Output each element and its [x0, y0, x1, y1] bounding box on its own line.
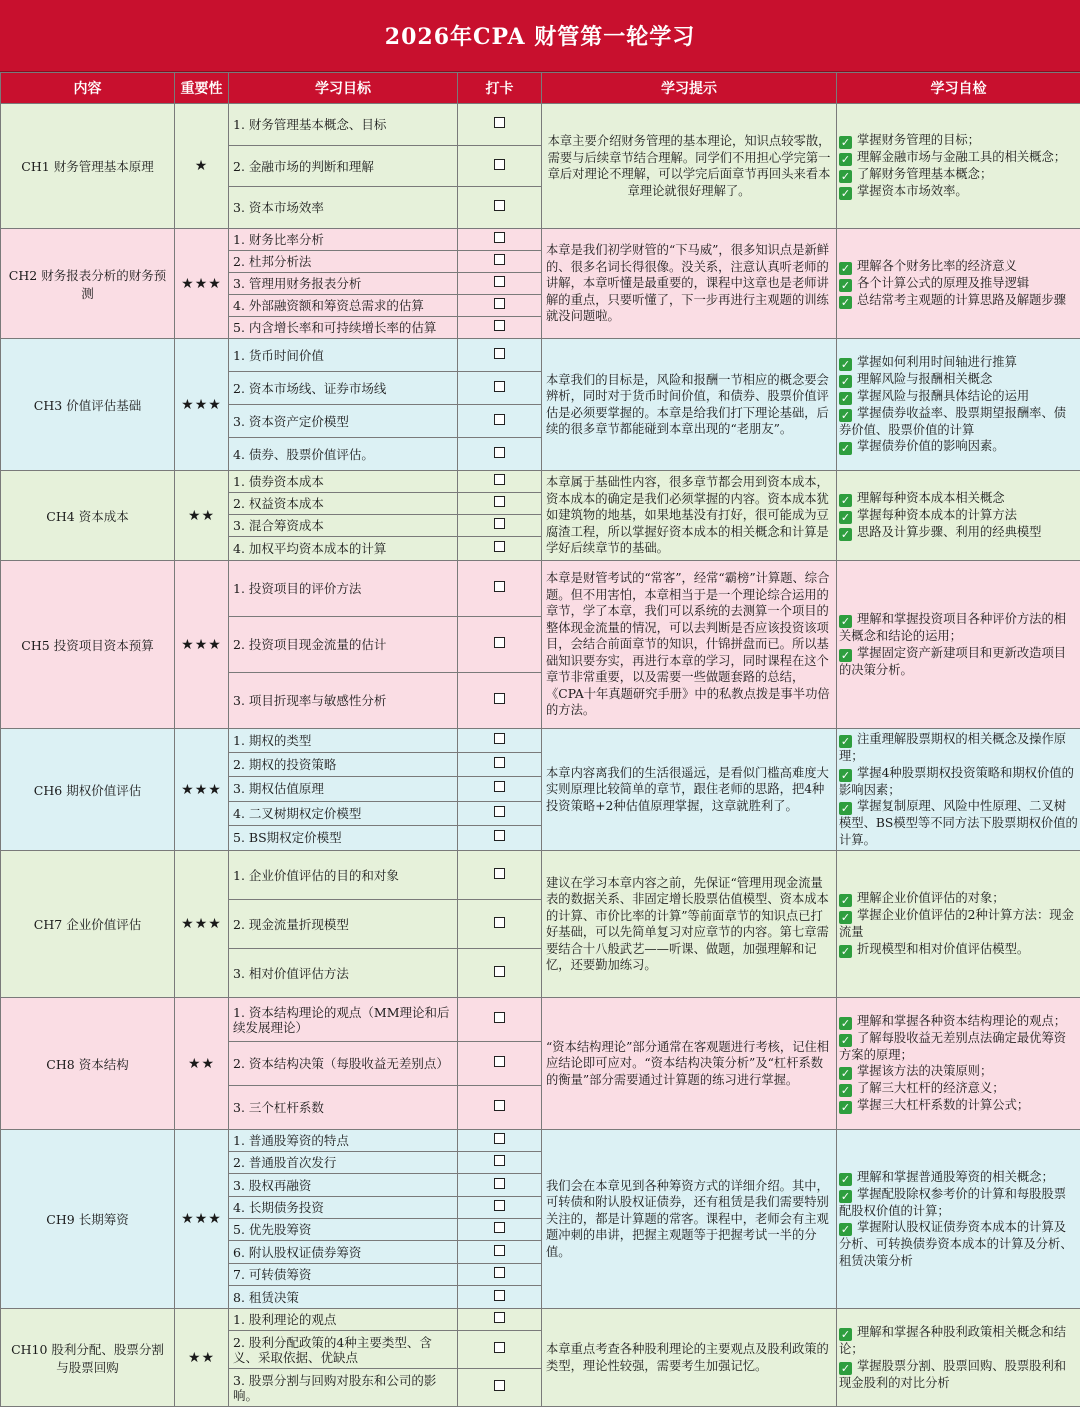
- checked-box-icon: ✓: [839, 1173, 852, 1186]
- learning-tip: 本章内容离我们的生活很遥远，是看似门槛高难度大实则原理比较简单的章节，跟住老师的思路，把4种投资策略+2种估值原理掌握，这章就胜利了。: [542, 729, 837, 851]
- self-check-text: 掌握企业价值评估的2种计算方法：现金流量: [839, 908, 1074, 939]
- self-check-item: [839, 941, 1078, 958]
- learning-goal: 4. 二叉树期权定价模型: [229, 801, 458, 825]
- chapter-name: CH10 股利分配、股票分割与股票回购: [1, 1309, 175, 1407]
- checkin-checkbox[interactable]: [494, 1155, 505, 1166]
- checkin-cell: [458, 1241, 542, 1264]
- learning-goal: 1. 债券资本成本: [229, 471, 458, 493]
- checkin-cell: [458, 339, 542, 372]
- learning-tip: “资本结构理论”部分通常在客观题进行考核，记住相应结论即可应对。“资本结构决策分析”及“杠杆系数的衡量”部分需要通过计算题的练习进行掌握。: [542, 998, 837, 1130]
- learning-goal: 1. 股利理论的观点: [229, 1309, 458, 1331]
- self-check-text: 掌握复制原理、风险中性原理、二叉树模型、BS模型等不同方法下股票期权价值的计算。: [839, 799, 1078, 847]
- learning-tip: 本章重点考查各种股利理论的主要观点及股利政策的类型，理论性较强，需要考生加强记忆。: [542, 1309, 837, 1407]
- checkin-checkbox[interactable]: [494, 447, 505, 458]
- checkin-checkbox[interactable]: [494, 1200, 505, 1211]
- learning-goal: 5. 优先股筹资: [229, 1219, 458, 1241]
- checkin-cell: [458, 273, 542, 295]
- chapter-name: CH4 资本成本: [1, 471, 175, 561]
- header-self-check: 学习自检: [837, 73, 1080, 104]
- importance-stars: ★★★: [175, 561, 229, 729]
- learning-goal: 3. 三个杠杆系数: [229, 1086, 458, 1130]
- checkin-checkbox[interactable]: [494, 496, 505, 507]
- checkin-checkbox[interactable]: [494, 200, 505, 211]
- learning-goal: 3. 股权再融资: [229, 1174, 458, 1197]
- self-check-text: 理解和掌握各种资本结构理论的观点；: [857, 1014, 1066, 1028]
- learning-goal: 1. 财务比率分析: [229, 229, 458, 251]
- learning-goal: 4. 债券、股票价值评估。: [229, 438, 458, 471]
- learning-goal: 5. 内含增长率和可持续增长率的估算: [229, 317, 458, 339]
- learning-goal: 3. 项目折现率与敏感性分析: [229, 673, 458, 729]
- checkin-checkbox[interactable]: [494, 1222, 505, 1233]
- checkin-cell: [458, 493, 542, 515]
- checkin-checkbox[interactable]: [494, 733, 505, 744]
- self-check-item: [839, 132, 1078, 149]
- checkin-checkbox[interactable]: [494, 806, 505, 817]
- learning-goal: 2. 资本结构决策（每股收益无差别点）: [229, 1042, 458, 1086]
- table-row: [1, 998, 1080, 1042]
- self-check-text: 思路及计算步骤、利用的经典模型: [857, 525, 1041, 539]
- checkin-checkbox[interactable]: [494, 1178, 505, 1189]
- header-importance: 重要性: [175, 73, 229, 104]
- self-check: [837, 998, 1080, 1130]
- checked-box-icon: ✓: [839, 735, 852, 748]
- learning-goal: 4. 加权平均资本成本的计算: [229, 537, 458, 561]
- self-check-item: [839, 149, 1078, 166]
- self-check-item: [839, 524, 1078, 541]
- checked-box-icon: ✓: [839, 136, 852, 149]
- checkin-cell: [458, 1286, 542, 1309]
- header-content: 内容: [1, 73, 175, 104]
- learning-tip: 本章是财管考试的“常客”，经常“霸榜”计算题、综合题。但不用害怕，本章相当于是一个理论综合运用的章节，学了本章，我们可以系统的去测算一个项目的整体现金流量的情况，可以去判断是否应该投资该项目，会结合前面章节的知识，什锦拼盘而已。所以基础知识要夯实，再进行本章的学习，同时课程在这个章节非常重要，以及需要一些做题套路的总结，《CPA十年真题研究手册》中的私教点拨是事半功倍的方法。: [542, 561, 837, 729]
- table-row: [1, 471, 1080, 493]
- self-check-item: [839, 645, 1078, 679]
- learning-goal: 1. 企业价值评估的目的和对象: [229, 851, 458, 900]
- self-check: [837, 851, 1080, 998]
- checkin-cell: [458, 825, 542, 850]
- self-check-item: [839, 1358, 1078, 1392]
- self-check: [837, 339, 1080, 471]
- learning-goal: 2. 投资项目现金流量的估计: [229, 617, 458, 673]
- checked-box-icon: ✓: [839, 649, 852, 662]
- checkin-checkbox[interactable]: [494, 541, 505, 552]
- checkin-cell: [458, 471, 542, 493]
- learning-goal: 7. 可转债筹资: [229, 1264, 458, 1286]
- self-check-text: 掌握如何利用时间轴进行推算: [857, 355, 1017, 369]
- importance-stars: ★★: [175, 1309, 229, 1407]
- checked-box-icon: ✓: [839, 187, 852, 200]
- checked-box-icon: ✓: [839, 1328, 852, 1341]
- self-check-text: 理解金融市场与金融工具的相关概念；: [857, 150, 1066, 164]
- checkin-checkbox[interactable]: [494, 637, 505, 648]
- checkin-checkbox[interactable]: [494, 757, 505, 768]
- self-check-item: [839, 731, 1078, 765]
- self-check-text: 掌握固定资产新建项目和更新改造项目的决策分析。: [839, 646, 1066, 677]
- self-check-item: [839, 1219, 1078, 1269]
- checkin-cell: [458, 1331, 542, 1369]
- self-check-text: 掌握该方法的决策原则；: [857, 1064, 992, 1078]
- self-check-text: 各个计算公式的原理及推导逻辑: [857, 276, 1029, 290]
- self-check: [837, 1309, 1080, 1407]
- self-check-item: [839, 183, 1078, 200]
- chapter-name: CH1 财务管理基本原理: [1, 104, 175, 229]
- checkin-cell: [458, 537, 542, 561]
- self-check-item: [839, 292, 1078, 309]
- self-check-text: 掌握财务管理的目标；: [857, 133, 980, 147]
- checkin-checkbox[interactable]: [494, 966, 505, 977]
- checkin-cell: [458, 1086, 542, 1130]
- learning-goal: 1. 期权的类型: [229, 729, 458, 753]
- self-check-item: [839, 405, 1078, 439]
- checkin-cell: [458, 1130, 542, 1152]
- learning-goal: 6. 附认股权证债券筹资: [229, 1241, 458, 1264]
- learning-goal: 1. 财务管理基本概念、目标: [229, 104, 458, 146]
- checkin-checkbox[interactable]: [494, 254, 505, 265]
- checkin-cell: [458, 146, 542, 187]
- header-checkin: 打卡: [458, 73, 542, 104]
- table-row: [1, 104, 1080, 146]
- checked-box-icon: ✓: [839, 153, 852, 166]
- checkin-cell: [458, 998, 542, 1042]
- self-check-text: 掌握风险与报酬具体结论的运用: [857, 389, 1029, 403]
- table-header-row: [1, 73, 1080, 104]
- learning-tip: 本章是我们初学财管的“下马威”，很多知识点是新鲜的、很多名词长得很像。没关系，注意认真听老师的讲解，本章听懂是最重要的，课程中这章也是老师讲解的重点，只要听懂了，下一步再进行主观题的训练就没问题啦。: [542, 229, 837, 339]
- checkin-cell: [458, 561, 542, 617]
- self-check-text: 掌握配股除权参考价的计算和每股股票配股权价值的计算；: [839, 1187, 1066, 1218]
- importance-stars: ★★: [175, 998, 229, 1130]
- chapter-name: CH9 长期筹资: [1, 1130, 175, 1309]
- checkin-cell: [458, 776, 542, 801]
- self-check-item: [839, 890, 1078, 907]
- learning-goal: 2. 权益资本成本: [229, 493, 458, 515]
- study-plan-table: [0, 72, 1080, 1407]
- table-row: [1, 729, 1080, 753]
- table-row: [1, 561, 1080, 617]
- checked-box-icon: ✓: [839, 262, 852, 275]
- checkin-cell: [458, 1197, 542, 1219]
- learning-goal: 2. 资本市场线、证券市场线: [229, 372, 458, 405]
- self-check-item: [839, 765, 1078, 799]
- checked-box-icon: ✓: [839, 802, 852, 815]
- checkin-checkbox[interactable]: [494, 117, 505, 128]
- checked-box-icon: ✓: [839, 494, 852, 507]
- checkin-checkbox[interactable]: [494, 1312, 505, 1323]
- self-check-text: 掌握4种股票期权投资策略和期权价值的影响因素；: [839, 766, 1074, 797]
- checkin-checkbox[interactable]: [494, 1290, 505, 1301]
- header-goals: 学习目标: [229, 73, 458, 104]
- learning-tip: 建议在学习本章内容之前，先保证“管理用现金流量表的数据关系、非固定增长股票估值模型、资本成本的计算、市价比率的计算”等前面章节的知识点已打好基础，可以先简单复习对应章节的内容。第七章需要结合十八般武艺——听课、做题，加强理解和记忆，还要勤加练习。: [542, 851, 837, 998]
- self-check-text: 掌握附认股权证债券资本成本的计算及分析、可转换债券资本成本的计算及分析、租赁决策分析: [839, 1220, 1073, 1268]
- importance-stars: ★★★: [175, 851, 229, 998]
- self-check-text: 了解财务管理基本概念；: [857, 167, 992, 181]
- importance-stars: ★★: [175, 471, 229, 561]
- learning-goal: 4. 外部融资额和筹资总需求的估算: [229, 295, 458, 317]
- checkin-cell: [458, 1369, 542, 1407]
- learning-tip: 本章我们的目标是，风险和报酬一节相应的概念要会辨析，同时对于货币时间价值，和债券、股票价值评估是必须要掌握的。本章是给我们打下理论基础，后续的很多章节都能碰到本章出现的“老朋友”。: [542, 339, 837, 471]
- checkin-cell: [458, 900, 542, 949]
- checked-box-icon: ✓: [839, 1084, 852, 1097]
- checked-box-icon: ✓: [839, 769, 852, 782]
- table-row: [1, 339, 1080, 372]
- checked-box-icon: ✓: [839, 296, 852, 309]
- learning-goal: 3. 管理用财务报表分析: [229, 273, 458, 295]
- table-row: [1, 1309, 1080, 1331]
- self-check-item: [839, 490, 1078, 507]
- checkin-checkbox[interactable]: [494, 276, 505, 287]
- self-check-text: 掌握股票分割、股票回购、股票股利和现金股利的对比分析: [839, 1359, 1066, 1390]
- self-check-text: 总结常考主观题的计算思路及解题步骤: [857, 293, 1066, 307]
- learning-goal: 2. 普通股首次发行: [229, 1152, 458, 1174]
- checkin-cell: [458, 515, 542, 537]
- chapter-name: CH3 价值评估基础: [1, 339, 175, 471]
- checkin-checkbox[interactable]: [494, 1012, 505, 1023]
- checked-box-icon: ✓: [839, 1067, 852, 1080]
- checked-box-icon: ✓: [839, 279, 852, 292]
- checkin-cell: [458, 1042, 542, 1086]
- checked-box-icon: ✓: [839, 511, 852, 524]
- checkin-cell: [458, 372, 542, 405]
- learning-goal: 2. 杜邦分析法: [229, 251, 458, 273]
- checkin-checkbox[interactable]: [494, 232, 505, 243]
- checkin-checkbox[interactable]: [494, 298, 505, 309]
- checked-box-icon: ✓: [839, 1101, 852, 1114]
- importance-stars: ★: [175, 104, 229, 229]
- self-check-item: [839, 1030, 1078, 1064]
- checkin-checkbox[interactable]: [494, 474, 505, 485]
- chapter-name: CH7 企业价值评估: [1, 851, 175, 998]
- checked-box-icon: ✓: [839, 1017, 852, 1030]
- checkin-cell: [458, 405, 542, 438]
- checkin-cell: [458, 752, 542, 776]
- checkin-checkbox[interactable]: [494, 1267, 505, 1278]
- checkin-cell: [458, 1309, 542, 1331]
- learning-goal: 5. BS期权定价模型: [229, 825, 458, 850]
- checkin-checkbox[interactable]: [494, 320, 505, 331]
- self-check-text: 理解和掌握各种股利政策相关概念和结论；: [839, 1325, 1066, 1356]
- checked-box-icon: ✓: [839, 911, 852, 924]
- self-check-text: 掌握三大杠杆系数的计算公式；: [857, 1098, 1029, 1112]
- learning-goal: 2. 现金流量折现模型: [229, 900, 458, 949]
- learning-goal: 8. 租赁决策: [229, 1286, 458, 1309]
- table-row: [1, 229, 1080, 251]
- self-check-text: 理解各个财务比率的经济意义: [857, 259, 1017, 273]
- self-check: [837, 729, 1080, 851]
- checkin-cell: [458, 187, 542, 229]
- learning-goal: 3. 相对价值评估方法: [229, 949, 458, 998]
- learning-goal: 4. 长期债务投资: [229, 1197, 458, 1219]
- checkin-checkbox[interactable]: [494, 1133, 505, 1144]
- self-check-item: [839, 354, 1078, 371]
- checkin-checkbox[interactable]: [494, 1342, 505, 1353]
- learning-goal: 3. 期权估值原理: [229, 776, 458, 801]
- chapter-name: CH6 期权价值评估: [1, 729, 175, 851]
- self-check-item: [839, 275, 1078, 292]
- learning-goal: 1. 资本结构理论的观点（MM理论和后续发展理论）: [229, 998, 458, 1042]
- self-check: [837, 1130, 1080, 1309]
- checked-box-icon: ✓: [839, 1190, 852, 1203]
- checkin-checkbox[interactable]: [494, 1245, 505, 1256]
- checked-box-icon: ✓: [839, 442, 852, 455]
- self-check-item: [839, 438, 1078, 455]
- importance-stars: ★★★: [175, 339, 229, 471]
- self-check-item: [839, 371, 1078, 388]
- checkin-checkbox[interactable]: [494, 1100, 505, 1111]
- self-check-text: 理解企业价值评估的对象；: [857, 891, 1005, 905]
- checkin-cell: [458, 104, 542, 146]
- self-check-item: [839, 166, 1078, 183]
- checkin-cell: [458, 438, 542, 471]
- checkin-cell: [458, 729, 542, 753]
- checked-box-icon: ✓: [839, 170, 852, 183]
- checkin-cell: [458, 229, 542, 251]
- checkin-cell: [458, 317, 542, 339]
- chapter-name: CH5 投资项目资本预算: [1, 561, 175, 729]
- checkin-cell: [458, 949, 542, 998]
- header-tips: 学习提示: [542, 73, 837, 104]
- self-check-text: 理解每种资本成本相关概念: [857, 491, 1005, 505]
- self-check-item: [839, 388, 1078, 405]
- learning-goal: 3. 资本资产定价模型: [229, 405, 458, 438]
- checkin-checkbox[interactable]: [494, 781, 505, 792]
- self-check: [837, 561, 1080, 729]
- learning-tip: 本章主要介绍财务管理的基本理论，知识点较零散，需要与后续章节结合理解。同学们不用担心学完第一章后对理论不理解，可以学完后面章节再回头来看本章理论就很好理解了。: [542, 104, 837, 229]
- checkin-checkbox[interactable]: [494, 518, 505, 529]
- learning-goal: 1. 投资项目的评价方法: [229, 561, 458, 617]
- checkin-cell: [458, 1264, 542, 1286]
- learning-goal: 2. 金融市场的判断和理解: [229, 146, 458, 187]
- self-check-item: [839, 258, 1078, 275]
- learning-goal: 1. 货币时间价值: [229, 339, 458, 372]
- checked-box-icon: ✓: [839, 409, 852, 422]
- learning-goal: 3. 混合筹资成本: [229, 515, 458, 537]
- checkin-checkbox[interactable]: [494, 348, 505, 359]
- checked-box-icon: ✓: [839, 615, 852, 628]
- learning-goal: 1. 普通股筹资的特点: [229, 1130, 458, 1152]
- self-check-text: 掌握资本市场效率。: [857, 184, 968, 198]
- self-check-item: [839, 798, 1078, 848]
- checked-box-icon: ✓: [839, 358, 852, 371]
- checked-box-icon: ✓: [839, 1362, 852, 1375]
- learning-goal: 2. 股利分配政策的4种主要类型、含义、采取依据、优缺点: [229, 1331, 458, 1369]
- self-check-text: 理解风险与报酬相关概念: [857, 372, 992, 386]
- checkin-checkbox[interactable]: [494, 381, 505, 392]
- learning-tip: 本章属于基础性内容，很多章节都会用到资本成本，资本成本的确定是我们必须掌握的内容。资本成本犹如建筑物的地基，如果地基没有打好，很可能成为豆腐渣工程，所以掌握好资本成本的相关概念和计算是学好后续章节的基础。: [542, 471, 837, 561]
- page-title: 2026年CPA 财管第一轮学习: [0, 0, 1080, 72]
- self-check: [837, 229, 1080, 339]
- learning-goal: 2. 期权的投资策略: [229, 752, 458, 776]
- self-check: [837, 104, 1080, 229]
- self-check-text: 理解和掌握普通股筹资的相关概念；: [857, 1170, 1054, 1184]
- self-check-item: [839, 1324, 1078, 1358]
- table-body: [1, 104, 1080, 1407]
- self-check-item: [839, 907, 1078, 941]
- checked-box-icon: ✓: [839, 392, 852, 405]
- checkin-cell: [458, 1152, 542, 1174]
- checkin-checkbox[interactable]: [494, 581, 505, 592]
- self-check-text: 了解三大杠杆的经济意义；: [857, 1081, 1005, 1095]
- checked-box-icon: ✓: [839, 945, 852, 958]
- checkin-cell: [458, 801, 542, 825]
- self-check-item: [839, 1169, 1078, 1186]
- self-check: [837, 471, 1080, 561]
- checked-box-icon: ✓: [839, 894, 852, 907]
- checkin-cell: [458, 673, 542, 729]
- checkin-cell: [458, 1174, 542, 1197]
- self-check-item: [839, 1080, 1078, 1097]
- checkin-cell: [458, 1219, 542, 1241]
- self-check-item: [839, 1013, 1078, 1030]
- self-check-text: 折现模型和相对价值评估模型。: [857, 942, 1029, 956]
- learning-goal: 3. 资本市场效率: [229, 187, 458, 229]
- checked-box-icon: ✓: [839, 528, 852, 541]
- checkin-checkbox[interactable]: [494, 917, 505, 928]
- checkin-checkbox[interactable]: [494, 159, 505, 170]
- learning-tip: 我们会在本章见到各种筹资方式的详细介绍。其中，可转债和附认股权证债券，还有租赁是我们需要特别关注的，都是计算题的常客。课程中，老师会有主观题冲刺的串讲，把握主观题等于把握考试一半的分值。: [542, 1130, 837, 1309]
- importance-stars: ★★★: [175, 729, 229, 851]
- chapter-name: CH2 财务报表分析的财务预测: [1, 229, 175, 339]
- checkin-checkbox[interactable]: [494, 1380, 505, 1391]
- self-check-text: 掌握债券收益率、股票期望报酬率、债券价值、股票价值的计算: [839, 406, 1066, 437]
- self-check-item: [839, 611, 1078, 645]
- checkin-checkbox[interactable]: [494, 693, 505, 704]
- self-check-item: [839, 1063, 1078, 1080]
- self-check-text: 了解每股收益无差别点法确定最优筹资方案的原理；: [839, 1031, 1066, 1062]
- learning-goal: 3. 股票分割与回购对股东和公司的影响。: [229, 1369, 458, 1407]
- checkin-cell: [458, 295, 542, 317]
- self-check-text: 掌握债券价值的影响因素。: [857, 439, 1005, 453]
- chapter-name: CH8 资本结构: [1, 998, 175, 1130]
- self-check-text: 理解和掌握投资项目各种评价方法的相关概念和结论的运用；: [839, 612, 1066, 643]
- checkin-cell: [458, 251, 542, 273]
- checked-box-icon: ✓: [839, 1223, 852, 1236]
- checkin-checkbox[interactable]: [494, 414, 505, 425]
- checked-box-icon: ✓: [839, 375, 852, 388]
- importance-stars: ★★★: [175, 229, 229, 339]
- self-check-item: [839, 1186, 1078, 1220]
- table-row: [1, 851, 1080, 900]
- checkin-cell: [458, 617, 542, 673]
- checked-box-icon: ✓: [839, 1034, 852, 1047]
- self-check-item: [839, 1097, 1078, 1114]
- self-check-text: 注重理解股票期权的相关概念及操作原理；: [839, 732, 1066, 763]
- checkin-cell: [458, 851, 542, 900]
- checkin-checkbox[interactable]: [494, 868, 505, 879]
- table-row: [1, 1130, 1080, 1152]
- checkin-checkbox[interactable]: [494, 830, 505, 841]
- self-check-text: 掌握每种资本成本的计算方法: [857, 508, 1017, 522]
- self-check-item: [839, 507, 1078, 524]
- checkin-checkbox[interactable]: [494, 1056, 505, 1067]
- importance-stars: ★★★: [175, 1130, 229, 1309]
